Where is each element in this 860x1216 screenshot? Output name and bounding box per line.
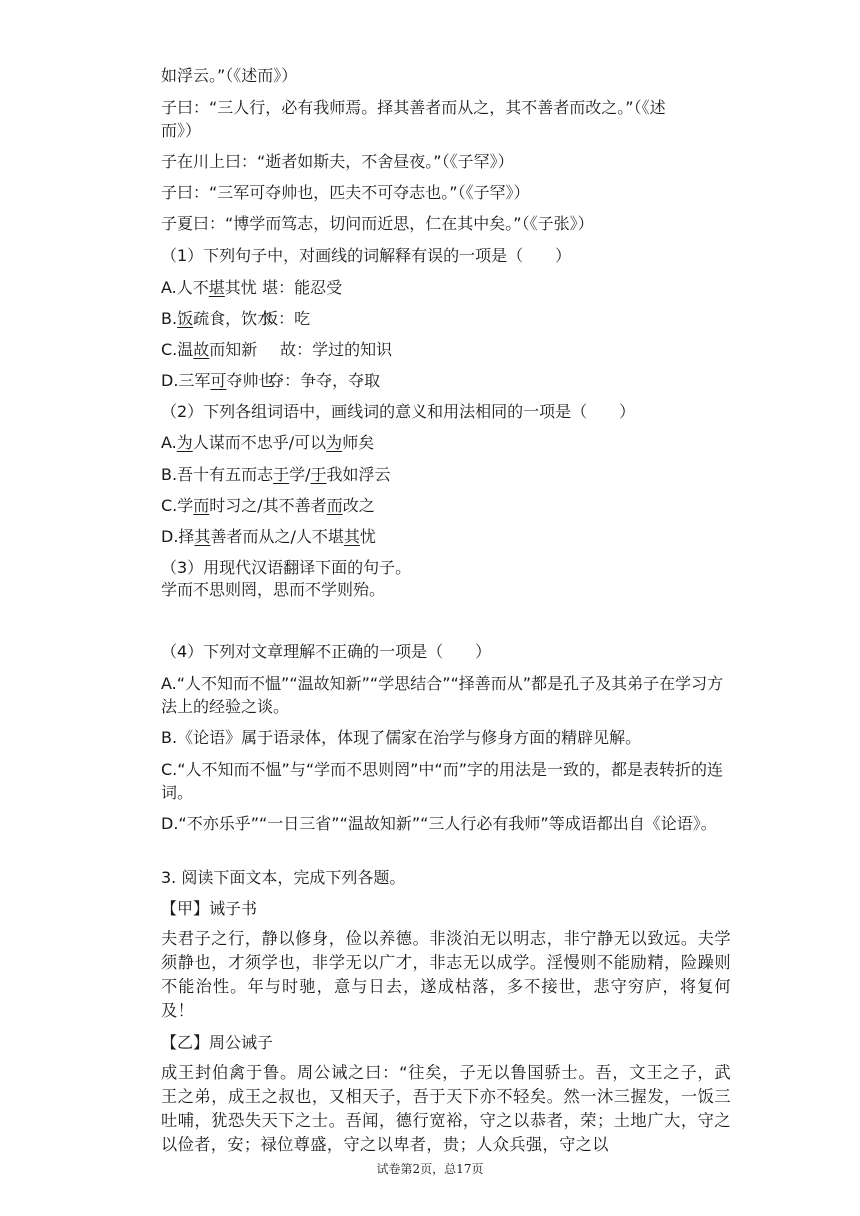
question-3-stem: （3）用现代汉语翻译下面的句子。 <box>161 558 412 577</box>
question-2-stem: （2）下列各组词语中，画线词的意义和用法相同的一项是（ ） <box>161 402 636 421</box>
passage-yi-text: 成王封伯禽于鲁。周公诫之曰：“往矣，子无以鲁国骄士。吾，文王之子，武王之弟，成王之叔也，又相天子，吾于天下亦不轻矣。然一沐三握发，一饭三吐哺，犹恐失天下之士。吾闻，德行宽裕，守之以恭者，荣；土地广大，守之以俭者，安；禄位尊盛，守之以卑者，贵；人众兵强，守之以 <box>161 1063 731 1154</box>
question-1-option-b: B.饭疏食，饮水 饭：吃 <box>161 309 311 328</box>
question-1-option-c: C.温故而知新 故：学过的知识 <box>161 340 393 359</box>
question-2-option-c: C.学而时习之/其不善者而改之 <box>161 496 375 515</box>
question-4-option-b: B.《论语》属于语录体，体现了儒家在治学与修身方面的精辟见解。 <box>161 728 642 747</box>
question-4-stem: （4）下列对文章理解不正确的一项是（ ） <box>161 642 492 661</box>
passage-jia-text: 夫君子之行，静以修身，俭以养德。非淡泊无以明志，非宁静无以致远。夫学须静也，才须学也，非学无以广才，非志无以成学。淫慢则不能励精，险躁则不能治性。年与时驰，意与日去，遂成枯落，多不接世，悲守穷庐，将复何及！ <box>161 929 731 1020</box>
section-3-intro: 3. 阅读下面文本，完成下列各题。 <box>161 868 406 887</box>
text-line: 子夏曰：“博学而笃志，切问而近思，仁在其中矣。”（《子张》） <box>161 214 594 233</box>
text-line: 子曰：“三军可夺帅也，匹夫不可夺志也。”（《子罕》） <box>161 183 530 202</box>
text-line: 子在川上曰：“逝者如斯夫，不舍昼夜。”（《子罕》） <box>161 152 514 171</box>
question-1-stem: （1）下列句子中，对画线的词解释有误的一项是（ ） <box>161 246 572 265</box>
question-1-option-d: D.三军可夺帅也 夺：争夺，夺取 <box>161 371 381 390</box>
text-line: 而》） <box>161 121 202 140</box>
passage-yi-title: 【乙】周公诫子 <box>161 1033 274 1052</box>
text-line: 子曰：“三人行，必有我师焉。择其善者而从之，其不善者而改之。”（《述 <box>161 98 666 117</box>
question-4-option-d: D.“不亦乐乎”“一日三省”“温故知新”“三人行必有我师”等成语都出自《论语》。 <box>161 814 717 833</box>
text-line: 如浮云。”（《述而》） <box>161 66 298 85</box>
question-4-option-c: C.“人不知而不愠”与“学而不思则罔”中“而”字的用法是一致的，都是表转折的连词。 <box>161 760 723 802</box>
passage-jia-title: 【甲】诫子书 <box>161 899 258 918</box>
page-footer: 试卷第2页，总17页 <box>376 1162 484 1176</box>
translation-sentence: 学而不思则罔，思而不学则殆。 <box>161 580 386 599</box>
question-2-option-a: A.为人谋而不忠乎/可以为师矣 <box>161 433 375 452</box>
question-2-option-d: D.择其善者而从之/人不堪其忧 <box>161 527 376 546</box>
question-4-option-a: A.“人不知而不愠”“温故知新”“学思结合”“择善而从”都是孔子及其弟子在学习方法上的经验之谈。 <box>161 674 724 716</box>
question-1-option-a: A.人不堪其忧 堪：能忍受 <box>161 278 343 297</box>
question-2-option-b: B.吾十有五而志于学/于我如浮云 <box>161 465 391 484</box>
